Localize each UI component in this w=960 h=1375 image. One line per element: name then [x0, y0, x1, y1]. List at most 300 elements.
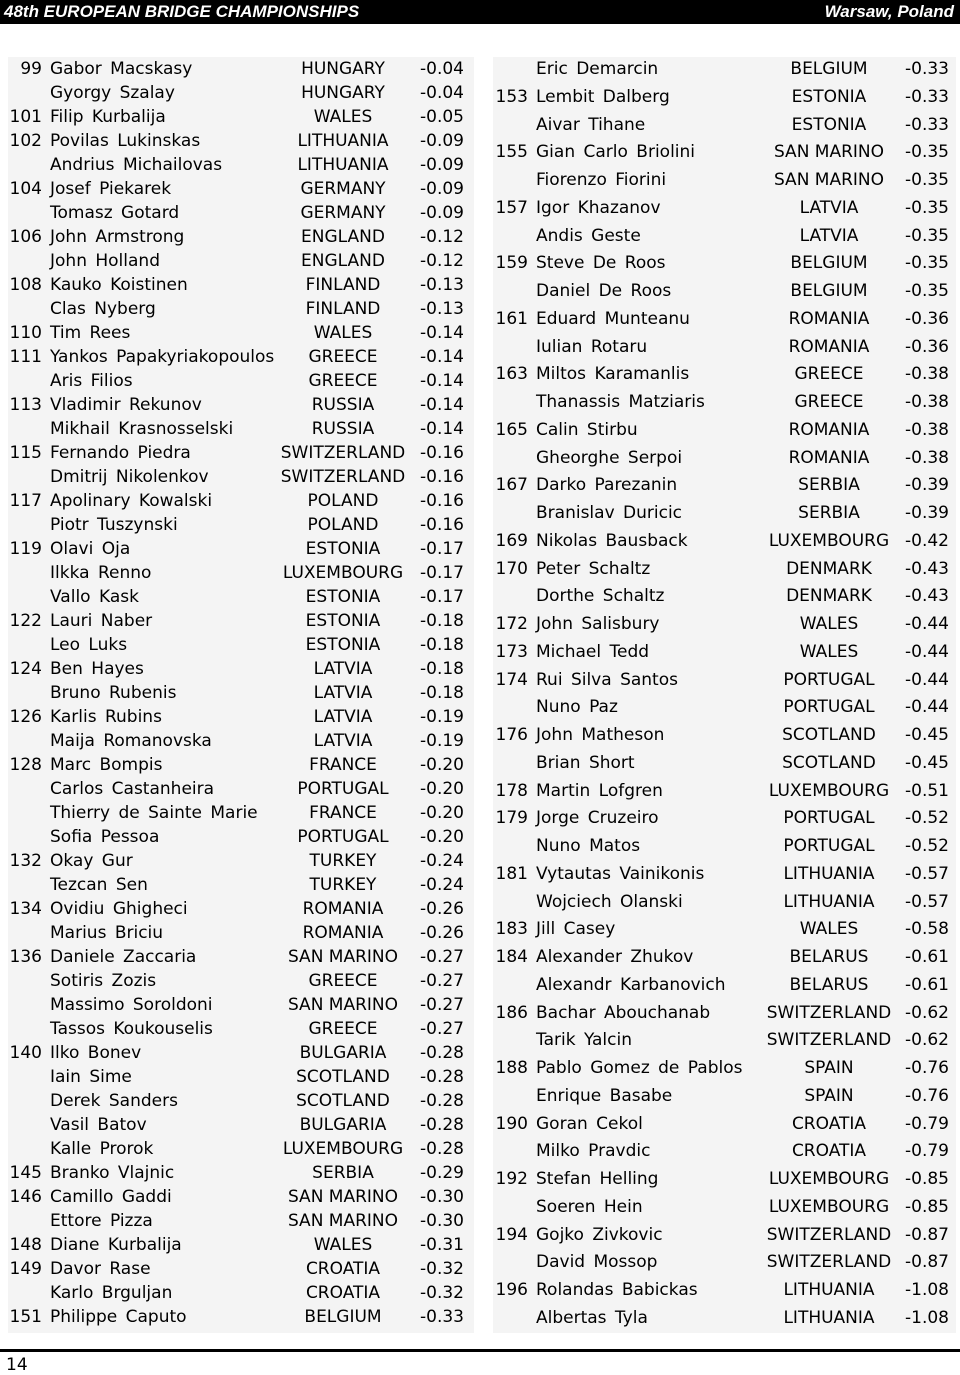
- country-name: SAN MARINO: [287, 947, 399, 967]
- score-value: -0.45: [905, 725, 949, 745]
- rank-number: 115: [9, 443, 42, 463]
- score-value: -0.18: [420, 683, 464, 703]
- player-name: Marc Bompis: [50, 755, 163, 775]
- player-name: Nikolas Bausback: [536, 530, 688, 551]
- score-value: -0.35: [905, 197, 949, 218]
- score-value: -0.24: [420, 875, 464, 895]
- score-value: -0.32: [420, 1259, 464, 1279]
- country-name: ESTONIA: [305, 539, 381, 559]
- player-name: Miltos Karamanlis: [536, 364, 690, 385]
- rank-number: 196: [495, 1280, 528, 1300]
- rank-number: 174: [495, 669, 528, 690]
- score-value: -0.05: [420, 107, 464, 127]
- score-value: -0.52: [905, 836, 949, 856]
- country-name: FRANCE: [309, 803, 377, 823]
- score-value: -0.26: [420, 899, 464, 919]
- player-name: Alexandr Karbanovich: [536, 974, 726, 995]
- player-name: Wojciech Olanski: [536, 891, 683, 912]
- country-name: LUXEMBOURG: [768, 1196, 890, 1217]
- country-name: LUXEMBOURG: [768, 1169, 890, 1189]
- rank-number: 176: [495, 725, 528, 745]
- player-name: Albertas Tyla: [536, 1307, 648, 1328]
- country-name: LUXEMBOURG: [282, 1139, 404, 1159]
- ranking-row: [8, 681, 474, 705]
- ranking-row: [493, 224, 956, 248]
- rank-number: 106: [9, 227, 42, 247]
- rank-number: 136: [9, 947, 42, 967]
- player-name: Vasil Batov: [50, 1115, 147, 1135]
- ranking-row: [8, 1257, 474, 1281]
- player-name: Tomasz Gotard: [50, 203, 180, 223]
- country-name: WALES: [313, 107, 373, 127]
- ranking-row: [493, 1306, 956, 1330]
- ranking-row: [493, 945, 956, 969]
- ranking-row: [8, 705, 474, 729]
- player-name: Dorthe Schaltz: [536, 586, 665, 607]
- score-value: -0.62: [905, 1002, 949, 1023]
- score-value: -0.18: [420, 659, 464, 679]
- ranking-row: [8, 945, 474, 969]
- ranking-row: [493, 196, 956, 220]
- ranking-row: [8, 561, 474, 585]
- player-name: Ben Hayes: [50, 659, 144, 679]
- country-name: HUNGARY: [301, 83, 385, 103]
- score-value: -0.61: [905, 974, 949, 995]
- player-name: Alexander Zhukov: [536, 947, 694, 967]
- rank-number: 128: [9, 755, 42, 775]
- rank-number: 194: [495, 1224, 528, 1245]
- country-name: SAN MARINO: [287, 995, 399, 1015]
- score-value: -0.57: [905, 891, 949, 912]
- country-name: FRANCE: [309, 755, 377, 775]
- ranking-row: [493, 501, 956, 525]
- country-name: LATVIA: [313, 659, 373, 679]
- player-name: Clas Nyberg: [50, 299, 156, 319]
- player-name: Davor Rase: [50, 1259, 151, 1279]
- country-name: ENGLAND: [301, 251, 385, 271]
- country-name: PORTUGAL: [783, 669, 875, 690]
- player-name: Vallo Kask: [50, 587, 139, 607]
- score-value: -0.13: [420, 299, 464, 319]
- country-name: TURKEY: [309, 875, 377, 895]
- player-name: David Mossop: [536, 1252, 658, 1273]
- rank-number: 169: [495, 530, 528, 551]
- ranking-row: [8, 177, 474, 201]
- country-name: RUSSIA: [311, 419, 375, 439]
- score-value: -0.28: [420, 1043, 464, 1063]
- country-name: CROATIA: [305, 1283, 381, 1303]
- player-name: Thierry de Sainte Marie: [50, 803, 258, 823]
- country-name: SERBIA: [798, 475, 860, 496]
- rank-number: 140: [9, 1043, 42, 1063]
- ranking-row: [493, 362, 956, 386]
- ranking-row: [8, 105, 474, 129]
- player-name: Nuno Paz: [536, 697, 618, 718]
- rank-number: 132: [9, 851, 42, 871]
- player-name: Branislav Duricic: [536, 503, 683, 523]
- ranking-row: [8, 1305, 474, 1329]
- country-name: SWITZERLAND: [766, 1002, 892, 1023]
- country-name: BELGIUM: [790, 253, 868, 274]
- country-name: SWITZERLAND: [766, 1030, 892, 1051]
- score-value: -0.14: [420, 371, 464, 391]
- ranking-row: [8, 633, 474, 657]
- score-value: -0.28: [420, 1091, 464, 1111]
- player-name: Ilko Bonev: [50, 1043, 142, 1063]
- player-name: Lembit Dalberg: [536, 86, 670, 107]
- player-name: Ilkka Renno: [50, 563, 152, 583]
- player-name: Iain Sime: [50, 1067, 132, 1087]
- score-value: -0.09: [420, 131, 464, 151]
- ranking-row: [493, 1195, 956, 1219]
- ranking-row: [493, 251, 956, 275]
- country-name: ROMANIA: [788, 447, 870, 468]
- country-name: WALES: [799, 641, 859, 662]
- ranking-row: [493, 1139, 956, 1163]
- score-value: -0.04: [420, 83, 464, 103]
- score-value: -0.20: [420, 803, 464, 823]
- ranking-row: [493, 1278, 956, 1302]
- player-name: Gojko Zivkovic: [536, 1224, 663, 1245]
- player-name: Tarik Yalcin: [536, 1030, 632, 1051]
- ranking-row: [8, 657, 474, 681]
- player-name: Gyorgy Szalay: [50, 83, 175, 103]
- ranking-row: [493, 779, 956, 803]
- page-number: 14: [6, 1355, 28, 1375]
- score-value: -0.17: [420, 587, 464, 607]
- score-value: -1.08: [905, 1307, 949, 1328]
- score-value: -0.28: [420, 1139, 464, 1159]
- player-name: John Salisbury: [536, 614, 660, 634]
- rank-number: 157: [495, 197, 528, 218]
- ranking-row: [8, 201, 474, 225]
- score-value: -0.33: [420, 1307, 464, 1327]
- country-name: ESTONIA: [791, 86, 867, 107]
- ranking-row: [8, 849, 474, 873]
- country-name: TURKEY: [309, 851, 377, 871]
- player-name: Calin Stirbu: [536, 419, 638, 440]
- ranking-row: [493, 1001, 956, 1025]
- ranking-row: [8, 873, 474, 897]
- score-value: -0.30: [420, 1211, 464, 1231]
- country-name: LATVIA: [799, 197, 859, 218]
- ranking-row: [8, 489, 474, 513]
- player-name: Rui Silva Santos: [536, 669, 678, 690]
- player-name: Thanassis Matziaris: [536, 392, 705, 412]
- player-name: Martin Lofgren: [536, 780, 663, 801]
- rank-number: 102: [9, 131, 42, 151]
- ranking-row: [8, 1209, 474, 1233]
- country-name: GERMANY: [300, 203, 386, 223]
- country-name: SAN MARINO: [287, 1187, 399, 1207]
- rank-number: 167: [495, 475, 528, 496]
- player-name: Soeren Hein: [536, 1196, 643, 1217]
- player-name: Josef Piekarek: [50, 179, 172, 199]
- country-name: WALES: [313, 1235, 373, 1255]
- ranking-row: [8, 153, 474, 177]
- score-value: -0.26: [420, 923, 464, 943]
- country-name: SCOTLAND: [782, 752, 876, 773]
- rankings-column-left: [8, 57, 474, 1333]
- player-name: Mikhail Krasnosselski: [50, 419, 234, 439]
- country-name: ESTONIA: [305, 611, 381, 631]
- player-name: Kalle Prorok: [50, 1139, 154, 1159]
- score-value: -0.27: [420, 1019, 464, 1039]
- ranking-row: [8, 1089, 474, 1113]
- rank-number: 188: [495, 1058, 528, 1078]
- rank-number: 163: [495, 364, 528, 385]
- score-value: -0.09: [420, 203, 464, 223]
- player-name: Jorge Cruzeiro: [536, 808, 659, 829]
- score-value: -0.76: [905, 1085, 949, 1106]
- country-name: SWITZERLAND: [766, 1224, 892, 1245]
- player-name: Ettore Pizza: [50, 1211, 153, 1231]
- country-name: LITHUANIA: [783, 1307, 875, 1328]
- ranking-row: [8, 1185, 474, 1209]
- country-name: SCOTLAND: [296, 1091, 390, 1111]
- player-name: Ovidiu Ghigheci: [50, 899, 188, 919]
- score-value: -0.38: [905, 447, 949, 468]
- ranking-row: [493, 335, 956, 359]
- country-name: GREECE: [308, 347, 378, 367]
- ranking-row: [8, 993, 474, 1017]
- country-name: LITHUANIA: [783, 891, 875, 912]
- country-name: BELGIUM: [790, 59, 868, 79]
- player-name: Andis Geste: [536, 225, 641, 246]
- player-name: Bachar Abouchanab: [536, 1002, 711, 1023]
- ranking-row: [8, 1161, 474, 1185]
- rank-number: 134: [9, 899, 42, 919]
- country-name: BELARUS: [789, 947, 869, 967]
- ranking-row: [493, 279, 956, 303]
- rank-number: 145: [9, 1163, 42, 1183]
- ranking-row: [493, 1167, 956, 1191]
- ranking-row: [493, 612, 956, 636]
- ranking-row: [8, 897, 474, 921]
- player-name: Igor Khazanov: [536, 197, 661, 218]
- country-name: ROMANIA: [302, 923, 384, 943]
- country-name: SWITZERLAND: [280, 443, 406, 463]
- ranking-row: [8, 81, 474, 105]
- country-name: SPAIN: [804, 1058, 854, 1078]
- player-name: Apolinary Kowalski: [50, 491, 213, 511]
- ranking-row: [8, 777, 474, 801]
- score-value: -0.33: [905, 59, 949, 79]
- player-name: Aivar Tihane: [536, 114, 646, 135]
- ranking-row: [8, 417, 474, 441]
- rank-number: 101: [9, 107, 42, 127]
- score-value: -0.35: [905, 225, 949, 246]
- location-label: Warsaw, Poland: [824, 2, 954, 21]
- score-value: -0.14: [420, 347, 464, 367]
- country-name: CROATIA: [791, 1141, 867, 1162]
- rank-number: 104: [9, 179, 42, 199]
- ranking-row: [8, 57, 474, 81]
- rank-number: 178: [495, 780, 528, 801]
- ranking-row: [493, 668, 956, 692]
- score-value: -0.32: [420, 1283, 464, 1303]
- ranking-row: [493, 446, 956, 470]
- score-value: -0.29: [420, 1163, 464, 1183]
- rank-number: 190: [495, 1113, 528, 1134]
- ranking-row: [8, 513, 474, 537]
- score-value: -0.27: [420, 971, 464, 991]
- score-value: -0.27: [420, 947, 464, 967]
- player-name: Andrius Michailovas: [50, 155, 223, 175]
- player-name: Daniel De Roos: [536, 281, 672, 301]
- player-name: Rolandas Babickas: [536, 1280, 698, 1300]
- ranking-row: [493, 1028, 956, 1052]
- score-value: -0.33: [905, 86, 949, 107]
- country-name: LUXEMBOURG: [768, 780, 890, 801]
- country-name: ESTONIA: [791, 114, 867, 135]
- championship-title: 48th EUROPEAN BRIDGE CHAMPIONSHIPS: [4, 2, 360, 21]
- player-name: Goran Cekol: [536, 1113, 643, 1134]
- ranking-row: [493, 307, 956, 331]
- ranking-row: [493, 917, 956, 941]
- score-value: -0.44: [905, 697, 949, 718]
- player-name: Maija Romanovska: [50, 731, 212, 751]
- ranking-row: [8, 969, 474, 993]
- country-name: DENMARK: [786, 586, 872, 607]
- score-value: -0.16: [420, 491, 464, 511]
- score-value: -0.44: [905, 669, 949, 690]
- rank-number: 117: [9, 491, 42, 511]
- rank-number: 173: [495, 641, 528, 662]
- player-name: Karlis Rubins: [50, 707, 162, 727]
- country-name: BELARUS: [789, 974, 869, 995]
- country-name: LATVIA: [799, 225, 859, 246]
- player-name: Kauko Koistinen: [50, 275, 188, 295]
- score-value: -0.87: [905, 1252, 949, 1273]
- player-name: Jill Casey: [536, 919, 616, 940]
- ranking-row: [8, 393, 474, 417]
- ranking-row: [8, 441, 474, 465]
- rank-number: 184: [495, 947, 528, 967]
- player-name: Leo Luks: [50, 635, 128, 655]
- ranking-row: [8, 273, 474, 297]
- country-name: GREECE: [308, 971, 378, 991]
- country-name: ENGLAND: [301, 227, 385, 247]
- score-value: -0.79: [905, 1141, 949, 1162]
- ranking-row: [493, 834, 956, 858]
- score-value: -0.87: [905, 1224, 949, 1245]
- ranking-row: [8, 753, 474, 777]
- score-value: -0.19: [420, 731, 464, 751]
- ranking-row: [8, 129, 474, 153]
- player-name: Carlos Castanheira: [50, 779, 215, 799]
- ranking-row: [8, 1233, 474, 1257]
- player-name: Iulian Rotaru: [536, 336, 648, 357]
- score-value: -0.04: [420, 59, 464, 79]
- country-name: CROATIA: [305, 1259, 381, 1279]
- score-value: -0.35: [905, 170, 949, 190]
- score-value: -0.57: [905, 863, 949, 884]
- score-value: -0.20: [420, 755, 464, 775]
- player-name: Eduard Munteanu: [536, 308, 690, 329]
- ranking-row: [493, 57, 956, 81]
- country-name: PORTUGAL: [297, 779, 389, 799]
- player-name: John Armstrong: [50, 227, 185, 247]
- player-name: Michael Tedd: [536, 641, 650, 662]
- player-name: Vytautas Vainikonis: [536, 863, 705, 884]
- score-value: -0.61: [905, 947, 949, 967]
- country-name: LUXEMBOURG: [282, 563, 404, 583]
- score-value: -0.35: [905, 281, 949, 301]
- country-name: HUNGARY: [301, 59, 385, 79]
- rank-number: 99: [20, 59, 42, 79]
- player-name: Tezcan Sen: [50, 875, 148, 895]
- player-name: Yankos Papakyriakopoulos: [50, 347, 275, 367]
- country-name: BULGARIA: [299, 1043, 387, 1063]
- player-name: Karlo Brguljan: [50, 1283, 173, 1303]
- ranking-row: [8, 585, 474, 609]
- ranking-row: [8, 1137, 474, 1161]
- score-value: -0.33: [905, 114, 949, 135]
- ranking-row: [8, 921, 474, 945]
- player-name: Vladimir Rekunov: [50, 395, 202, 415]
- score-value: -0.19: [420, 707, 464, 727]
- country-name: ROMANIA: [302, 899, 384, 919]
- player-name: Aris Filios: [50, 371, 133, 391]
- player-name: Gian Carlo Briolini: [536, 142, 696, 163]
- country-name: LITHUANIA: [783, 1280, 875, 1300]
- player-name: Philippe Caputo: [50, 1307, 187, 1327]
- country-name: PORTUGAL: [783, 808, 875, 829]
- player-name: Massimo Soroldoni: [50, 995, 213, 1015]
- country-name: SAN MARINO: [773, 170, 885, 190]
- country-name: BULGARIA: [299, 1115, 387, 1135]
- country-name: GREECE: [308, 371, 378, 391]
- ranking-row: [8, 1017, 474, 1041]
- score-value: -0.36: [905, 336, 949, 357]
- country-name: ROMANIA: [788, 336, 870, 357]
- rank-number: 186: [495, 1002, 528, 1023]
- country-name: LATVIA: [313, 683, 373, 703]
- player-name: Fiorenzo Fiorini: [536, 170, 667, 190]
- country-name: SERBIA: [798, 503, 860, 523]
- ranking-row: [493, 890, 956, 914]
- score-value: -0.14: [420, 323, 464, 343]
- rank-number: 183: [495, 919, 528, 940]
- ranking-row: [8, 321, 474, 345]
- country-name: FINLAND: [305, 275, 381, 295]
- score-value: -0.17: [420, 539, 464, 559]
- score-value: -1.08: [905, 1280, 949, 1300]
- score-value: -0.14: [420, 419, 464, 439]
- ranking-row: [493, 85, 956, 109]
- rank-number: 146: [9, 1187, 42, 1207]
- score-value: -0.17: [420, 563, 464, 583]
- ranking-row: [493, 695, 956, 719]
- country-name: POLAND: [307, 515, 379, 535]
- player-name: Sofia Pessoa: [50, 827, 160, 847]
- ranking-row: [8, 225, 474, 249]
- rank-number: 159: [495, 253, 528, 274]
- rank-number: 111: [9, 347, 42, 367]
- ranking-row: [493, 640, 956, 664]
- ranking-row: [493, 1250, 956, 1274]
- player-name: Lauri Naber: [50, 611, 153, 631]
- country-name: BELGIUM: [790, 281, 868, 301]
- score-value: -0.18: [420, 635, 464, 655]
- score-value: -0.27: [420, 995, 464, 1015]
- player-name: Derek Sanders: [50, 1091, 178, 1111]
- country-name: CROATIA: [791, 1113, 867, 1134]
- ranking-row: [8, 465, 474, 489]
- score-value: -0.16: [420, 467, 464, 487]
- country-name: GREECE: [308, 1019, 378, 1039]
